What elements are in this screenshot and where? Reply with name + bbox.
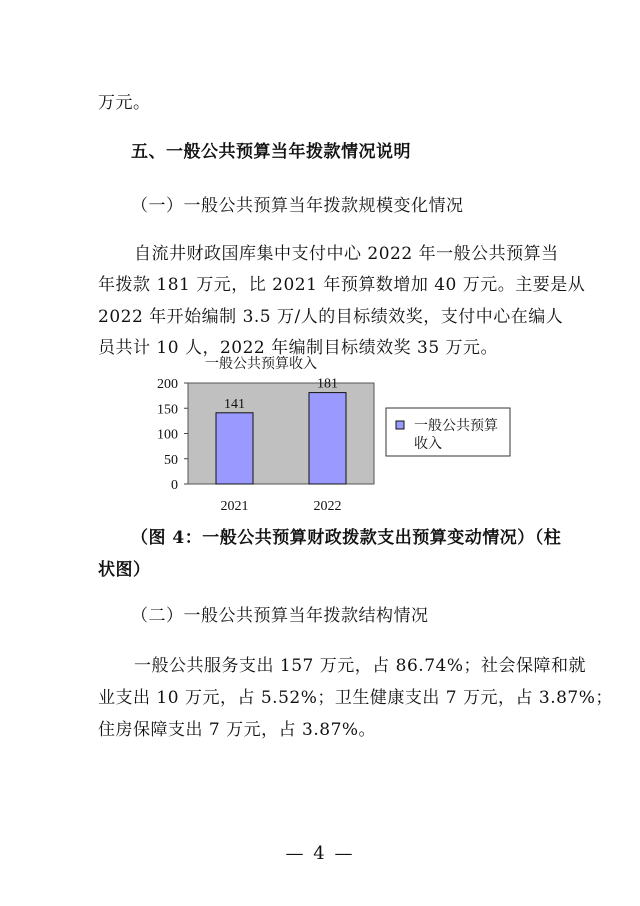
- legend-label-line-2: 收入: [414, 437, 442, 452]
- paragraph-2-line-3: 住房保障支出 7 万元，占 3.87%。: [98, 720, 377, 740]
- bar: [309, 393, 346, 484]
- y-tick-label: 0: [171, 478, 178, 493]
- y-tick-label: 100: [157, 427, 178, 443]
- subsection-heading-1: （一）一般公共预算当年拨款规模变化情况: [131, 196, 464, 216]
- figure-caption-line-2: 状图）: [98, 560, 151, 580]
- subsection-heading-2: （二）一般公共预算当年拨款结构情况: [131, 606, 429, 626]
- legend-label-line-1: 一般公共预算: [414, 419, 498, 434]
- x-tick-label: 2022: [313, 499, 342, 514]
- bar-chart: [140, 355, 540, 530]
- paragraph-2-line-1: 一般公共服务支出 157 万元，占 86.74%；社会保障和就: [134, 656, 586, 676]
- paragraph-1-line-2: 年拨款 181 万元，比 2021 年预算数增加 40 万元。主要是从: [98, 275, 586, 295]
- paragraph-2-line-2: 业支出 10 万元，占 5.52%；卫生健康支出 7 万元，占 3.87%；: [98, 688, 613, 708]
- y-tick-label: 200: [157, 377, 178, 392]
- bar-value-label: 141: [224, 396, 245, 412]
- bar-value-label: 181: [317, 376, 338, 392]
- paragraph-1-line-4: 员共计 10 人，2022 年编制目标绩效奖 35 万元。: [98, 338, 499, 358]
- y-tick-label: 150: [157, 402, 178, 418]
- figure-caption-line-1: （图 4：一般公共预算财政拨款支出预算变动情况）（柱: [131, 528, 562, 548]
- paragraph-1-line-3: 2022 年开始编制 3.5 万/人的目标绩效奖，支付中心在编人: [98, 307, 564, 327]
- paragraph-1-line-1: 自流井财政国库集中支付中心 2022 年一般公共预算当: [134, 244, 559, 264]
- bar: [216, 413, 253, 484]
- x-tick-label: 2021: [220, 499, 249, 514]
- y-tick-label: 50: [164, 452, 178, 468]
- legend-swatch: [396, 421, 404, 429]
- section-heading-5: 五、一般公共预算当年拨款情况说明: [131, 142, 411, 162]
- page-number: — 4 —: [285, 843, 355, 864]
- chart-title: 一般公共预算收入: [205, 357, 317, 372]
- chart-svg: [140, 355, 540, 530]
- text-line-1: 万元。: [98, 93, 151, 113]
